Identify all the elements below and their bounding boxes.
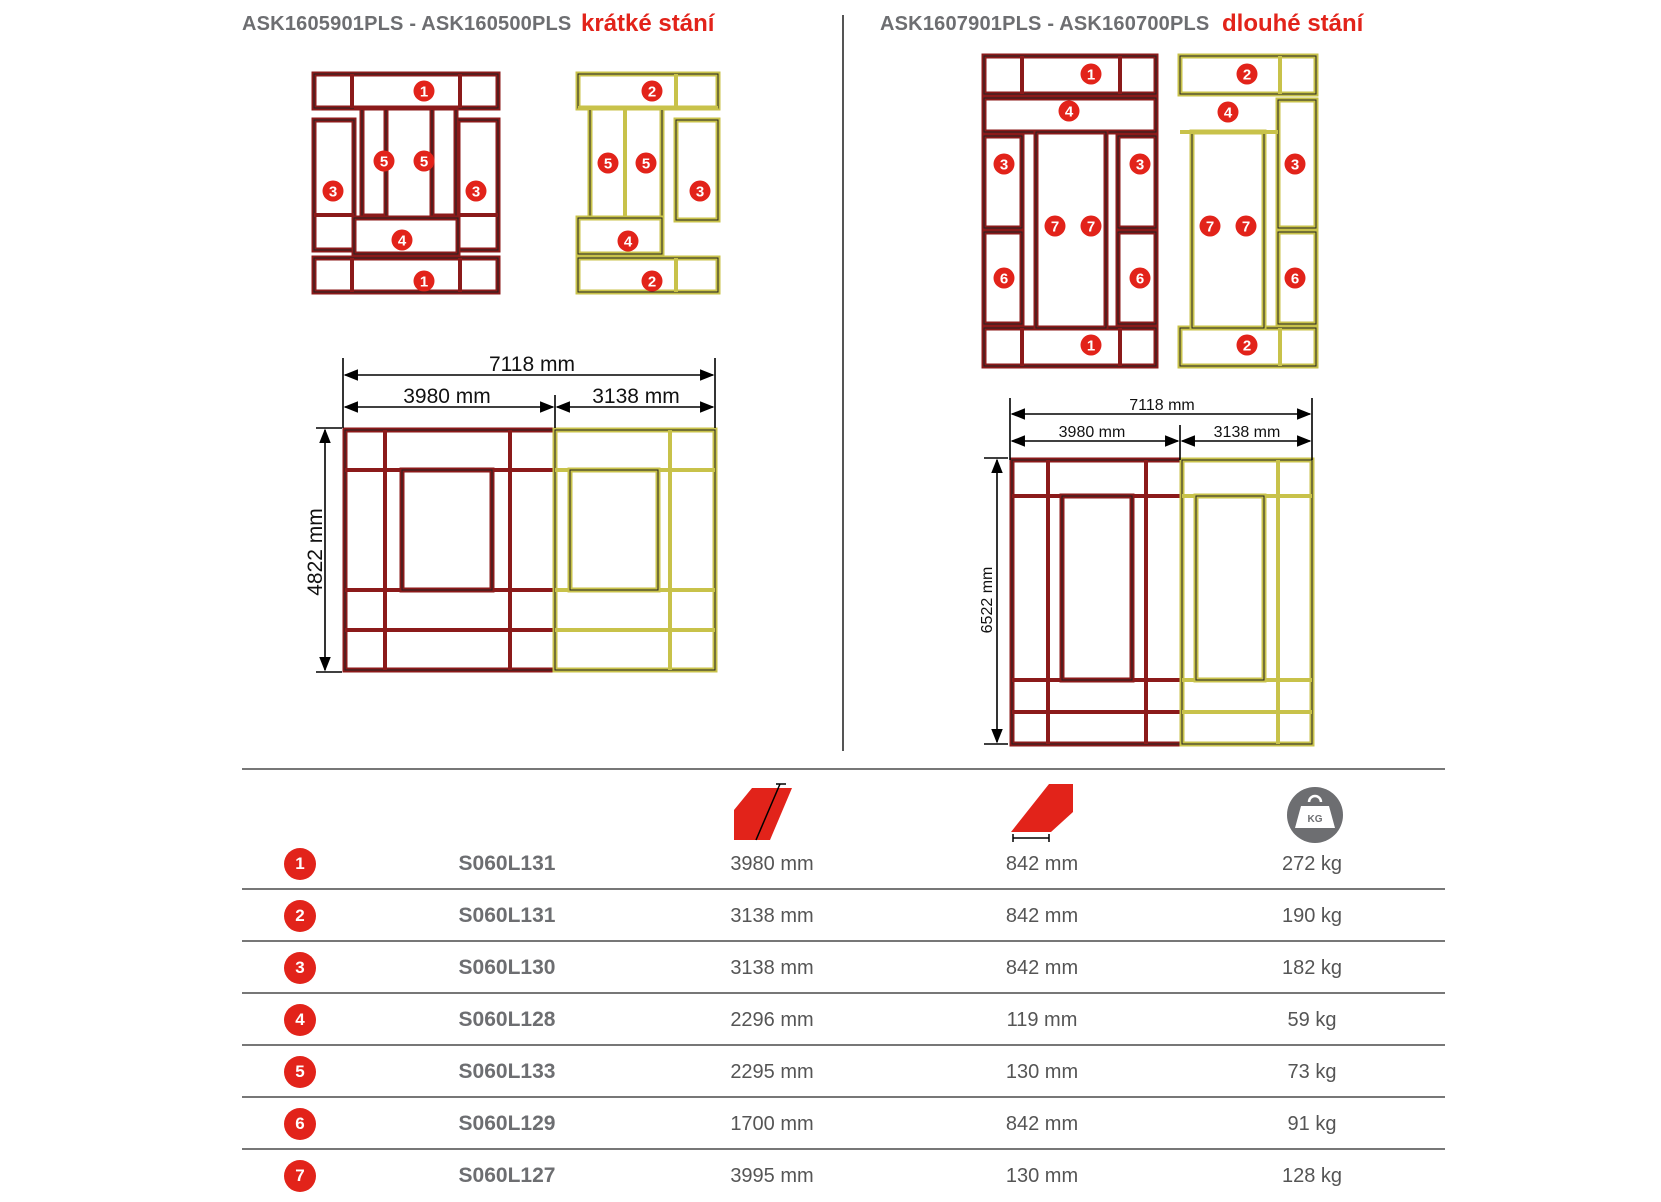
- row-number-badge: 3: [284, 952, 316, 984]
- part-number-badge: [374, 151, 395, 172]
- svg-text:4: 4: [1223, 104, 1233, 122]
- row-weight: 128 kg: [1281, 1165, 1343, 1187]
- right-dim-part-a: 3980 mm: [1058, 424, 1126, 441]
- row-code: S060L131: [458, 904, 556, 927]
- row-length: 3980 mm: [730, 853, 814, 875]
- row-number-badge: 6: [284, 1108, 316, 1140]
- part-number-badge: [414, 151, 435, 172]
- frame-outline: [984, 328, 1156, 366]
- part-1-top: [314, 74, 498, 108]
- svg-text:3: 3: [999, 156, 1009, 174]
- left-dim-total: 7118 mm: [489, 353, 575, 376]
- row-width: 842 mm: [1005, 957, 1079, 979]
- assembly-red-long-inner: [1062, 496, 1132, 680]
- svg-text:7: 7: [1205, 218, 1215, 236]
- row-code: S060L128: [458, 1008, 556, 1031]
- right-dim-total: 7118 mm: [1129, 397, 1195, 414]
- part-number-badge: [636, 153, 657, 174]
- left-dim-part-a: 3980 mm: [403, 385, 491, 408]
- part-1-bottom: [314, 258, 498, 292]
- part-number-badge: [1236, 216, 1257, 237]
- part-number-badge: [642, 81, 663, 102]
- frame-outline: [345, 430, 555, 670]
- row-weight: 272 kg: [1281, 853, 1343, 875]
- svg-text:2: 2: [1242, 337, 1252, 355]
- row-weight: 73 kg: [1287, 1061, 1337, 1083]
- svg-text:4: 4: [623, 233, 633, 251]
- frame-outline: [1196, 496, 1264, 680]
- part-number-badge: [1285, 154, 1306, 175]
- part-number-badge: [414, 271, 435, 292]
- svg-text:4: 4: [1064, 103, 1074, 121]
- frame-outline: [555, 430, 715, 670]
- frame-outline: [676, 120, 718, 220]
- svg-text:7: 7: [1086, 218, 1096, 236]
- part-1-bottom-long: [984, 328, 1156, 366]
- row-code: S060L127: [458, 1164, 556, 1187]
- svg-text:3: 3: [695, 183, 705, 201]
- frame-outline: [1182, 460, 1312, 744]
- svg-text:5: 5: [641, 155, 651, 173]
- part-number-badge: [1059, 101, 1080, 122]
- part-number-badge: [1081, 335, 1102, 356]
- row-code: S060L130: [458, 956, 556, 979]
- right-dim-part-b: 3138 mm: [1213, 424, 1281, 441]
- row-width: 130 mm: [1005, 1165, 1079, 1187]
- part-3-long-left: [984, 136, 1022, 228]
- row-width: 130 mm: [1005, 1061, 1079, 1083]
- part-number-badge: [1200, 216, 1221, 237]
- part-number-badge: [1045, 216, 1066, 237]
- part-number-badge: [414, 81, 435, 102]
- part-number-badge: [690, 181, 711, 202]
- part-number-badge: [466, 181, 487, 202]
- svg-text:3: 3: [1290, 156, 1300, 174]
- row-code: S060L133: [458, 1060, 556, 1083]
- part-number-badge: [994, 268, 1015, 289]
- part-number-badge: [1237, 335, 1258, 356]
- svg-text:3: 3: [471, 183, 481, 201]
- row-code: S060L129: [458, 1112, 556, 1135]
- part-1-top-long: [984, 56, 1156, 94]
- part-number-badge: [994, 154, 1015, 175]
- left-dim-height: 4822 mm: [304, 508, 327, 596]
- row-width: 842 mm: [1005, 1113, 1079, 1135]
- frame-outline: [314, 258, 498, 292]
- svg-text:6: 6: [1135, 270, 1145, 288]
- row-number-badge: 2: [284, 900, 316, 932]
- svg-text:5: 5: [603, 155, 613, 173]
- row-length: 2295 mm: [730, 1061, 814, 1083]
- row-number-badge: 5: [284, 1056, 316, 1088]
- frame-outline: [432, 108, 456, 216]
- part-number-badge: [1130, 268, 1151, 289]
- svg-text:6: 6: [999, 270, 1009, 288]
- right-dim-height: 6522 mm: [979, 566, 996, 634]
- left-dim-part-b: 3138 mm: [592, 385, 680, 408]
- part-number-badge: [1218, 102, 1239, 123]
- part-5: [432, 108, 456, 216]
- assembly-red-long: [1012, 460, 1182, 744]
- assembly-yellow-long-inner: [1196, 496, 1264, 680]
- svg-text:2: 2: [1242, 66, 1252, 84]
- row-length: 2296 mm: [730, 1009, 814, 1031]
- row-length: 3138 mm: [730, 957, 814, 979]
- row-length: 3995 mm: [730, 1165, 814, 1187]
- frame-outline: [402, 470, 492, 590]
- assembly-yellow-inner: [570, 470, 658, 590]
- row-weight: 182 kg: [1281, 957, 1343, 979]
- part-number-badge: [1081, 64, 1102, 85]
- left-model-codes: ASK1605901PLS - ASK160500PLS: [242, 13, 572, 35]
- part-3-long-right: [1118, 136, 1156, 228]
- svg-text:1: 1: [1086, 337, 1096, 355]
- row-number-badge: 4: [284, 1004, 316, 1036]
- frame-outline: [314, 74, 498, 108]
- table-row: [242, 942, 1445, 994]
- row-length: 3138 mm: [730, 905, 814, 927]
- frame-outline: [1062, 496, 1132, 680]
- table-row: [242, 838, 1445, 890]
- row-weight: 59 kg: [1287, 1009, 1337, 1031]
- table-top-rule: [242, 768, 1445, 770]
- row-code: S060L131: [458, 852, 556, 875]
- width-icon: [1005, 780, 1095, 842]
- frame-outline: [570, 470, 658, 590]
- table-row: [242, 1046, 1445, 1098]
- svg-text:5: 5: [419, 153, 429, 171]
- row-weight: 190 kg: [1281, 905, 1343, 927]
- svg-text:2: 2: [647, 83, 657, 101]
- part-number-badge: [323, 181, 344, 202]
- table-row: [242, 1150, 1445, 1202]
- svg-text:4: 4: [397, 232, 407, 250]
- part-number-badge: [598, 153, 619, 174]
- row-number-badge: 1: [284, 848, 316, 880]
- svg-text:1: 1: [419, 273, 429, 291]
- weight-kg-icon: [1283, 786, 1347, 844]
- frame-outline: [1118, 136, 1156, 228]
- svg-text:3: 3: [1135, 156, 1145, 174]
- svg-text:2: 2: [647, 273, 657, 291]
- assembly-yellow: [555, 430, 715, 670]
- table-row: [242, 1098, 1445, 1150]
- part-number-badge: [1285, 268, 1306, 289]
- svg-text:1: 1: [419, 83, 429, 101]
- frame-outline: [984, 136, 1022, 228]
- svg-text:5: 5: [379, 153, 389, 171]
- row-length: 1700 mm: [730, 1113, 814, 1135]
- assembly-yellow-long: [1182, 460, 1312, 744]
- row-weight: 91 kg: [1287, 1113, 1337, 1135]
- assembly-red: [345, 430, 555, 670]
- svg-text:3: 3: [328, 183, 338, 201]
- part-number-badge: [1237, 64, 1258, 85]
- part-number-badge: [618, 231, 639, 252]
- frame-outline: [984, 56, 1156, 94]
- assembly-red-inner: [402, 470, 492, 590]
- weight-icon-label: KG: [1307, 814, 1323, 825]
- right-subtitle: dlouhé stání: [1222, 10, 1364, 37]
- row-number-badge: 7: [284, 1160, 316, 1192]
- svg-text:1: 1: [1086, 66, 1096, 84]
- part-number-badge: [642, 271, 663, 292]
- table-row: [242, 994, 1445, 1046]
- part-number-badge: [392, 230, 413, 251]
- part-number-badge: [1130, 154, 1151, 175]
- row-width: 119 mm: [1006, 1009, 1078, 1031]
- left-subtitle: krátké stání: [581, 10, 715, 37]
- right-model-codes: ASK1607901PLS - ASK160700PLS: [880, 13, 1210, 35]
- length-icon: [730, 780, 810, 842]
- row-width: 842 mm: [1005, 905, 1079, 927]
- table-row: [242, 890, 1445, 942]
- frame-outline: [1012, 460, 1182, 744]
- svg-text:7: 7: [1050, 218, 1060, 236]
- row-width: 842 mm: [1005, 853, 1079, 875]
- svg-text:7: 7: [1241, 218, 1251, 236]
- part-number-badge: [1081, 216, 1102, 237]
- svg-text:6: 6: [1290, 270, 1300, 288]
- part-3-yellow: [676, 120, 718, 220]
